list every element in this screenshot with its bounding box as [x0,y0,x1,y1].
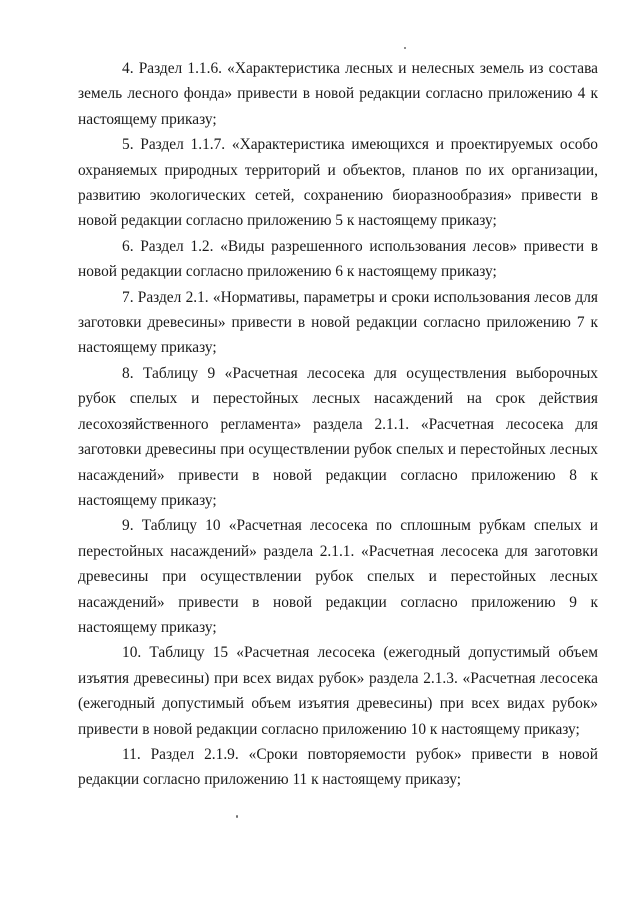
scan-speck [236,815,238,818]
paragraph-item-5: 5. Раздел 1.1.7. «Характеристика имеющихся и проектируемых особо охраняемых природных территорий и объектов, планов по их организации, развитию экологических сетей, сохранению биоразнообразия» привести в новой редакции согласно приложению 5 к настоящему приказу; [78,136,598,230]
paragraph-item-8: 8. Таблицу 9 «Расчетная лесосека для осуществления выборочных рубок спелых и перестойных лесных насаждений на срок действия лесохозяйственного регламента» раздела 2.1.1. «Расчетная лесосека для заготовки древесины при осуществлении рубок спелых и перестойных лесных насаждений» привести в новой редакции согласно приложению 8 к настоящему приказу; [78,364,598,509]
paragraph-item-4: 4. Раздел 1.1.6. «Характеристика лесных и нелесных земель из состава земель лесного фонда» привести в новой редакции согласно приложению 4 к настоящему приказу; [78,60,598,128]
paragraph-item-6: 6. Раздел 1.2. «Виды разрешенного использования лесов» привести в новой редакции согласно приложению 6 к настоящему приказу; [78,237,598,281]
paragraph-item-10: 10. Таблицу 15 «Расчетная лесосека (ежегодный допустимый объем изъятия древесины) при всех видах рубок» раздела 2.1.3. «Расчетная лесосека (ежегодный допустимый объем изъятия древесины) при всех видах рубок» привести в новой редакции согласно приложению 10 к настоящему приказу; [78,644,598,738]
document-body [78,56,598,793]
paragraph-item-7: 7. Раздел 2.1. «Нормативы, параметры и сроки использования лесов для заготовки древесины» привести в новой редакции согласно приложению 7 к настоящему приказу; [78,288,598,357]
paragraph-item-9: 9. Таблицу 10 «Расчетная лесосека по сплошным рубкам спелых и перестойных насаждений» раздела 2.1.1. «Расчетная лесосека для заготовки древесины при осуществлении рубок спелых и перестойных лесных насаждений» привести в новой редакции согласно приложению 9 к настоящему приказу; [78,517,598,636]
paragraph-item-11: 11. Раздел 2.1.9. «Сроки повторяемости рубок» привести в новой редакции согласно приложению 11 к настоящему приказу; [78,745,598,789]
scan-speck [404,47,406,49]
